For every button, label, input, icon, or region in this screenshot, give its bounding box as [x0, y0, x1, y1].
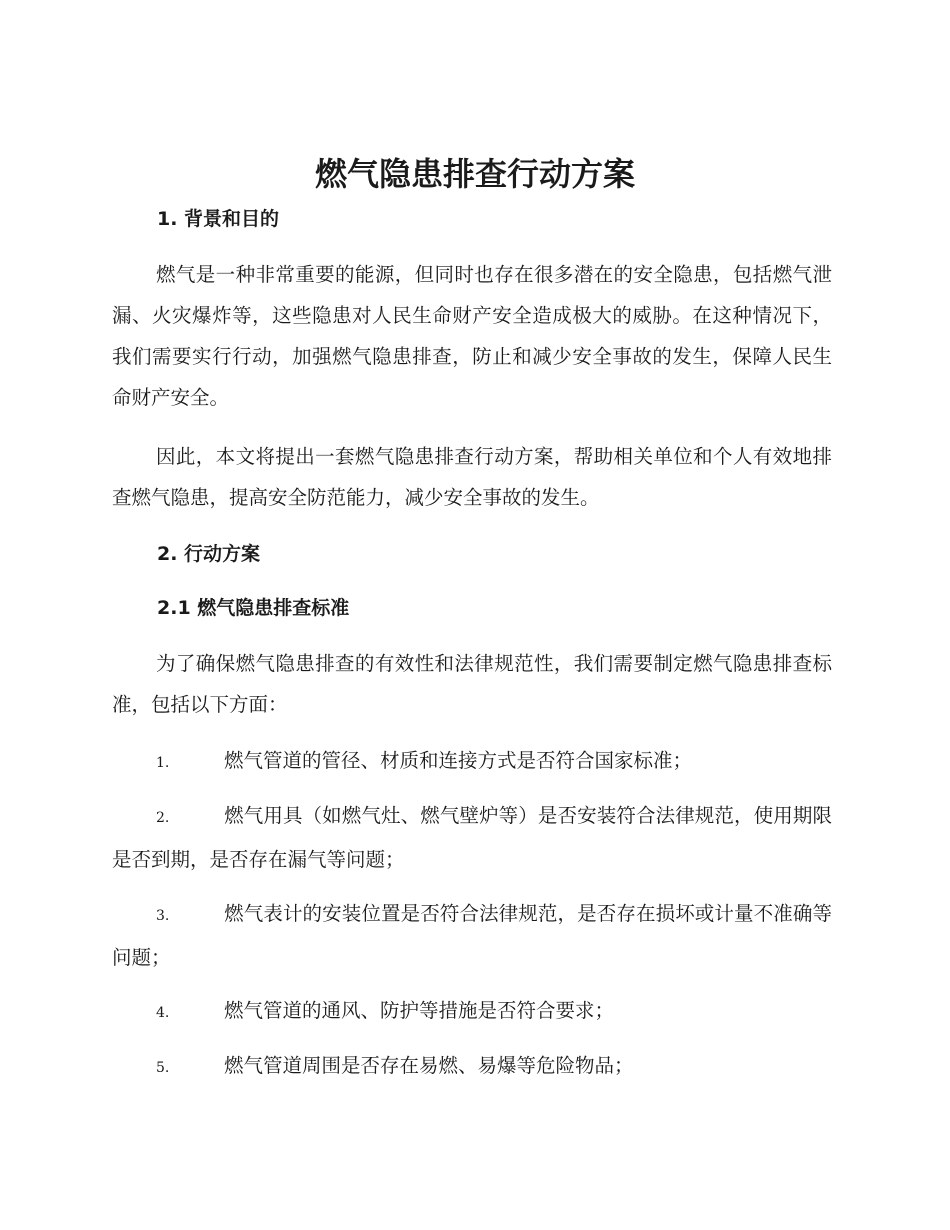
list-item-text: 燃气管道的通风、防护等措施是否符合要求； [224, 999, 615, 1022]
document-title: 燃气隐患排查行动方案 [314, 155, 635, 193]
list-item-text: 燃气用具（如燃气灶、燃气壁炉等）是否安装符合法律规范，使用期限是否到期，是否存在漏气等问题； [112, 804, 832, 871]
list-item-text: 燃气管道的管径、材质和连接方式是否符合国家标准； [224, 749, 693, 772]
list-item [112, 893, 832, 978]
list-item [112, 740, 832, 784]
list-item-number: 5. [156, 1060, 170, 1076]
paragraph-purpose: 因此，本文将提出一套燃气隐患排查行动方案，帮助相关单位和个人有效地排查燃气隐患，提高安全防范能力，减少安全事故的发生。 [112, 445, 832, 509]
list-item-text: 燃气表计的安装位置是否符合法律规范，是否存在损坏或计量不准确等问题； [112, 902, 832, 969]
list-item [112, 1045, 832, 1089]
list-item-number: 1. [156, 755, 170, 771]
list-item [112, 795, 832, 880]
section-heading-background: 1. 背景和目的 [157, 208, 280, 230]
list-item-text: 燃气管道周围是否存在易燃、易爆等危险物品； [224, 1054, 634, 1077]
list-item [112, 990, 832, 1034]
section-heading-action-plan: 2. 行动方案 [157, 543, 261, 565]
list-item-number: 4. [156, 1005, 170, 1021]
paragraph-standards-intro: 为了确保燃气隐患排查的有效性和法律规范性，我们需要制定燃气隐患排查标准，包括以下方面： [112, 652, 832, 716]
subsection-heading-standards: 2.1 燃气隐患排查标准 [157, 597, 350, 619]
list-item-number: 3. [156, 908, 170, 924]
paragraph-background: 燃气是一种非常重要的能源，但同时也存在很多潜在的安全隐患，包括燃气泄漏、火灾爆炸等，这些隐患对人民生命财产安全造成极大的威胁。在这种情况下，我们需要实行行动，加强燃气隐患排查，防止和减少安全事故的发生，保障人民生命财产安全。 [112, 263, 832, 409]
list-item-number: 2. [156, 810, 170, 826]
